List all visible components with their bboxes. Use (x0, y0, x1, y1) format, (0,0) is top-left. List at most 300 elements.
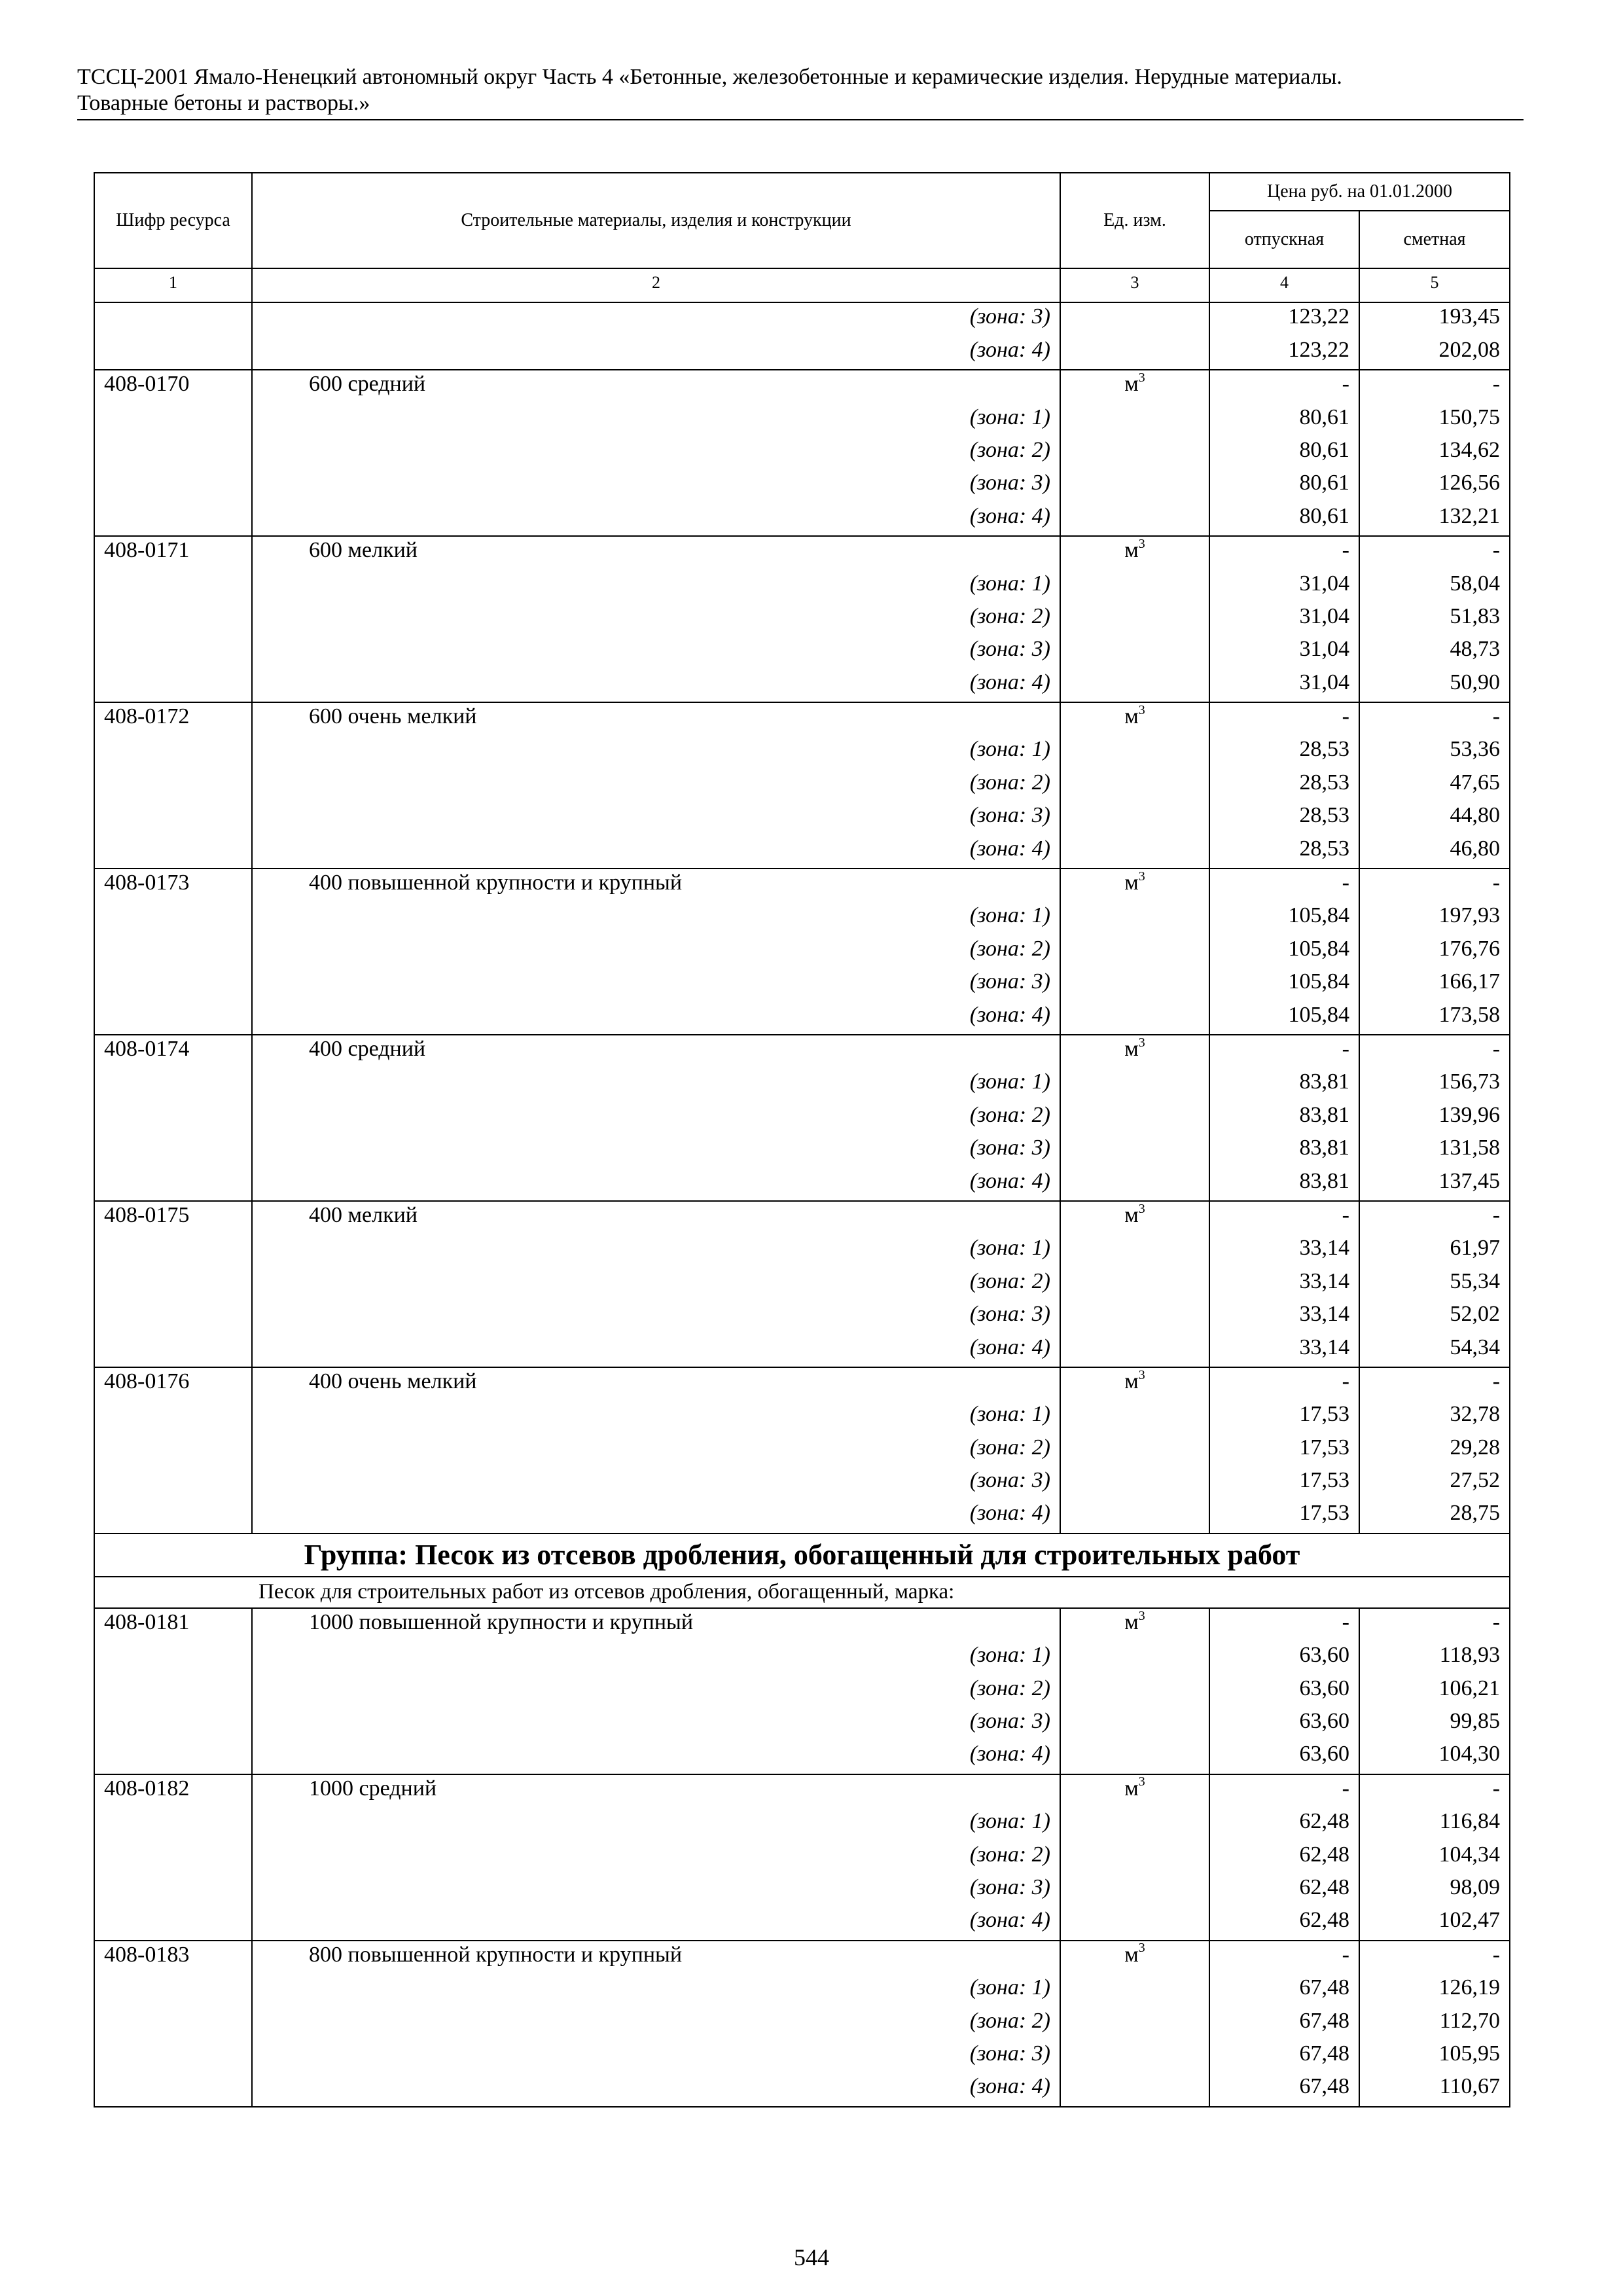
zone-label: (зона: 1) (252, 404, 1060, 437)
unit-cell (1060, 968, 1209, 1001)
zone-row (94, 636, 1510, 668)
code-cell (94, 802, 252, 834)
estimate-price: 99,85 (1359, 1708, 1510, 1740)
code-cell (94, 835, 252, 869)
release-price: - (1209, 536, 1359, 569)
unit-cell (1060, 1168, 1209, 1201)
group-title-row (94, 1534, 1510, 1577)
zone-row (94, 437, 1510, 469)
unit-cell (1060, 1941, 1209, 1974)
code-cell (94, 570, 252, 603)
code-cell (94, 404, 252, 437)
col-head-name: Строительные материалы, изделия и конструкции (252, 173, 1060, 268)
unit-exponent: 3 (1138, 370, 1145, 385)
estimate-price: 126,19 (1359, 1974, 1510, 2007)
unit-cell (1060, 2073, 1209, 2106)
unit-cell (1060, 935, 1209, 968)
code-cell (94, 1068, 252, 1101)
unit-cell (1060, 802, 1209, 834)
unit-exponent: 3 (1138, 1367, 1145, 1382)
estimate-price: 110,67 (1359, 2073, 1510, 2106)
estimate-price: 193,45 (1359, 302, 1510, 336)
col-head-release: отпускная (1209, 211, 1359, 268)
estimate-price: 44,80 (1359, 802, 1510, 834)
zone-row (94, 503, 1510, 536)
estimate-price: 176,76 (1359, 935, 1510, 968)
resource-code: 408-0173 (94, 869, 252, 902)
release-price: - (1209, 869, 1359, 902)
unit-cell (1060, 1001, 1209, 1035)
zone-label: (зона: 1) (252, 902, 1060, 935)
zone-label: (зона: 2) (252, 437, 1060, 469)
resource-name: 400 средний (252, 1035, 1060, 1068)
zone-label: (зона: 1) (252, 1808, 1060, 1840)
table-head (94, 173, 1510, 302)
resource-code: 408-0183 (94, 1941, 252, 1974)
estimate-price: 27,52 (1359, 1467, 1510, 1499)
unit-cell (1060, 1774, 1209, 1808)
estimate-price: - (1359, 370, 1510, 403)
zone-row (94, 1641, 1510, 1674)
zone-row (94, 2040, 1510, 2073)
zone-row (94, 469, 1510, 502)
unit-cell (1060, 769, 1209, 802)
release-price: 63,60 (1209, 1740, 1359, 1774)
estimate-price: 173,58 (1359, 1001, 1510, 1035)
release-price: 17,53 (1209, 1434, 1359, 1467)
zone-row (94, 1300, 1510, 1333)
unit-cell (1060, 1708, 1209, 1740)
zone-row (94, 1134, 1510, 1167)
release-price: 31,04 (1209, 603, 1359, 636)
release-price: 63,60 (1209, 1675, 1359, 1708)
release-price: - (1209, 1201, 1359, 1234)
zone-label: (зона: 3) (252, 1300, 1060, 1333)
code-cell (94, 636, 252, 668)
zone-label: (зона: 4) (252, 1001, 1060, 1035)
estimate-price: - (1359, 1941, 1510, 1974)
code-cell (94, 302, 252, 336)
resource-code: 408-0172 (94, 702, 252, 736)
estimate-price: 55,34 (1359, 1268, 1510, 1300)
release-price: 17,53 (1209, 1467, 1359, 1499)
code-cell (94, 437, 252, 469)
release-price: 62,48 (1209, 1874, 1359, 1907)
zone-label: (зона: 4) (252, 1499, 1060, 1533)
zone-label: (зона: 3) (252, 802, 1060, 834)
zone-row (94, 1740, 1510, 1774)
estimate-price: 32,78 (1359, 1401, 1510, 1433)
unit-cell (1060, 603, 1209, 636)
resource-row (94, 1035, 1510, 1068)
release-price: 67,48 (1209, 1974, 1359, 2007)
estimate-price: 202,08 (1359, 336, 1510, 370)
release-price: - (1209, 1941, 1359, 1974)
resource-name: 800 повышенной крупности и крупный (252, 1941, 1060, 1974)
release-price: 80,61 (1209, 503, 1359, 536)
zone-label: (зона: 2) (252, 1841, 1060, 1874)
code-cell (94, 1808, 252, 1840)
estimate-price: 102,47 (1359, 1907, 1510, 1940)
code-cell (94, 2073, 252, 2106)
release-price: 33,14 (1209, 1234, 1359, 1267)
resource-name: 400 повышенной крупности и крупный (252, 869, 1060, 902)
resource-code: 408-0170 (94, 370, 252, 403)
code-cell (94, 669, 252, 702)
unit-cell (1060, 302, 1209, 336)
unit-cell (1060, 1334, 1209, 1367)
estimate-price: 132,21 (1359, 503, 1510, 536)
release-price: 80,61 (1209, 437, 1359, 469)
release-price: 105,84 (1209, 1001, 1359, 1035)
resource-name: 400 мелкий (252, 1201, 1060, 1234)
estimate-price: 29,28 (1359, 1434, 1510, 1467)
estimate-price: - (1359, 1201, 1510, 1234)
estimate-price: 46,80 (1359, 835, 1510, 869)
unit-cell (1060, 1675, 1209, 1708)
zone-row (94, 1268, 1510, 1300)
col-number: 2 (252, 268, 1060, 302)
col-head-code: Шифр ресурса (94, 173, 252, 268)
unit-cell (1060, 2007, 1209, 2040)
zone-row (94, 336, 1510, 370)
estimate-price: 47,65 (1359, 769, 1510, 802)
unit-cell (1060, 536, 1209, 569)
unit-exponent: 3 (1138, 536, 1145, 551)
zone-row (94, 1467, 1510, 1499)
zone-label: (зона: 3) (252, 968, 1060, 1001)
zone-row (94, 1068, 1510, 1101)
release-price: 31,04 (1209, 669, 1359, 702)
zone-label: (зона: 2) (252, 935, 1060, 968)
release-price: 123,22 (1209, 336, 1359, 370)
col-head-price: Цена руб. на 01.01.2000 (1209, 173, 1510, 211)
resource-code: 408-0175 (94, 1201, 252, 1234)
zone-row (94, 1675, 1510, 1708)
zone-label: (зона: 4) (252, 835, 1060, 869)
release-price: 62,48 (1209, 1907, 1359, 1940)
zone-row (94, 1234, 1510, 1267)
zone-row (94, 1708, 1510, 1740)
zone-label: (зона: 1) (252, 1974, 1060, 2007)
unit-cell (1060, 1874, 1209, 1907)
estimate-price: 126,56 (1359, 469, 1510, 502)
estimate-price: 134,62 (1359, 437, 1510, 469)
estimate-price: - (1359, 1035, 1510, 1068)
zone-label: (зона: 3) (252, 469, 1060, 502)
unit-cell (1060, 437, 1209, 469)
estimate-price: - (1359, 702, 1510, 736)
release-price: 17,53 (1209, 1401, 1359, 1433)
release-price: 123,22 (1209, 302, 1359, 336)
zone-row (94, 1168, 1510, 1201)
zone-label: (зона: 1) (252, 736, 1060, 768)
estimate-price: 118,93 (1359, 1641, 1510, 1674)
estimate-price: 139,96 (1359, 1102, 1510, 1134)
zone-row (94, 570, 1510, 603)
code-cell (94, 1334, 252, 1367)
zone-row (94, 1334, 1510, 1367)
estimate-price: - (1359, 869, 1510, 902)
resource-row (94, 1608, 1510, 1641)
release-price: 62,48 (1209, 1841, 1359, 1874)
code-cell (94, 1641, 252, 1674)
zone-label: (зона: 3) (252, 1467, 1060, 1499)
unit-cell (1060, 1740, 1209, 1774)
code-cell (94, 1907, 252, 1940)
release-price: 31,04 (1209, 636, 1359, 668)
resource-name: 1000 средний (252, 1774, 1060, 1808)
estimate-price: 150,75 (1359, 404, 1510, 437)
estimate-price: 166,17 (1359, 968, 1510, 1001)
group-subtitle: Песок для строительных работ из отсевов дробления, обогащенный, марка: (94, 1577, 1510, 1608)
estimate-price: 137,45 (1359, 1168, 1510, 1201)
release-price: - (1209, 1367, 1359, 1401)
estimate-price: 197,93 (1359, 902, 1510, 935)
resource-code: 408-0176 (94, 1367, 252, 1401)
estimate-price: 104,34 (1359, 1841, 1510, 1874)
estimate-price: 131,58 (1359, 1134, 1510, 1167)
unit-exponent: 3 (1138, 869, 1145, 884)
release-price: 83,81 (1209, 1068, 1359, 1101)
unit-cell (1060, 1641, 1209, 1674)
col-number: 1 (94, 268, 252, 302)
resource-code: 408-0174 (94, 1035, 252, 1068)
unit-cell (1060, 1234, 1209, 1267)
zone-row (94, 1841, 1510, 1874)
zone-label: (зона: 2) (252, 1434, 1060, 1467)
zone-label: (зона: 3) (252, 302, 1060, 336)
zone-label: (зона: 3) (252, 2040, 1060, 2073)
unit-exponent: 3 (1138, 1941, 1145, 1956)
unit-cell (1060, 404, 1209, 437)
resource-row (94, 1774, 1510, 1808)
unit-exponent: 3 (1138, 1201, 1145, 1216)
unit-cell (1060, 1102, 1209, 1134)
unit-cell (1060, 1035, 1209, 1068)
zone-row (94, 935, 1510, 968)
unit-label: м (1124, 704, 1139, 729)
zone-label: (зона: 2) (252, 1675, 1060, 1708)
zone-row (94, 1001, 1510, 1035)
estimate-price: - (1359, 536, 1510, 569)
zone-row (94, 2073, 1510, 2106)
resource-code: 408-0181 (94, 1608, 252, 1641)
estimate-price: - (1359, 1774, 1510, 1808)
code-cell (94, 2040, 252, 2073)
estimate-price: 61,97 (1359, 1234, 1510, 1267)
release-price: - (1209, 1774, 1359, 1808)
resource-row (94, 869, 1510, 902)
header-line-1: ТССЦ-2001 Ямало-Ненецкий автономный округ Часть 4 «Бетонные, железобетонные и керамические изделия. Нерудные материалы. (77, 65, 1342, 89)
col-number: 5 (1359, 268, 1510, 302)
zone-label: (зона: 2) (252, 2007, 1060, 2040)
zone-label: (зона: 1) (252, 1068, 1060, 1101)
code-cell (94, 1134, 252, 1167)
unit-cell (1060, 1974, 1209, 2007)
unit-label: м (1124, 538, 1139, 563)
zone-label: (зона: 4) (252, 1334, 1060, 1367)
unit-label: м (1124, 372, 1139, 397)
resource-row (94, 1367, 1510, 1401)
unit-exponent: 3 (1138, 702, 1145, 717)
estimate-price: 50,90 (1359, 669, 1510, 702)
release-price: 67,48 (1209, 2073, 1359, 2106)
estimate-price: 48,73 (1359, 636, 1510, 668)
estimate-price: 105,95 (1359, 2040, 1510, 2073)
release-price: 63,60 (1209, 1708, 1359, 1740)
page-number: 544 (794, 2244, 829, 2270)
col-head-estimate: сметная (1359, 211, 1510, 268)
unit-cell (1060, 1907, 1209, 1940)
estimate-price: 98,09 (1359, 1874, 1510, 1907)
group-subtitle-row (94, 1577, 1510, 1608)
zone-label: (зона: 1) (252, 570, 1060, 603)
code-cell (94, 902, 252, 935)
zone-label: (зона: 3) (252, 1134, 1060, 1167)
unit-cell (1060, 2040, 1209, 2073)
zone-label: (зона: 2) (252, 1268, 1060, 1300)
zone-label: (зона: 2) (252, 1102, 1060, 1134)
estimate-price: 51,83 (1359, 603, 1510, 636)
zone-row (94, 1434, 1510, 1467)
unit-cell (1060, 570, 1209, 603)
zone-row (94, 1499, 1510, 1533)
code-cell (94, 603, 252, 636)
unit-cell (1060, 702, 1209, 736)
release-price: 83,81 (1209, 1134, 1359, 1167)
code-cell (94, 469, 252, 502)
release-price: 67,48 (1209, 2007, 1359, 2040)
release-price: - (1209, 702, 1359, 736)
unit-exponent: 3 (1138, 1035, 1145, 1050)
zone-label: (зона: 3) (252, 1874, 1060, 1907)
zone-row (94, 1874, 1510, 1907)
resource-row (94, 1201, 1510, 1234)
unit-cell (1060, 336, 1209, 370)
unit-cell (1060, 669, 1209, 702)
release-price: 28,53 (1209, 802, 1359, 834)
zone-label: (зона: 4) (252, 1168, 1060, 1201)
zone-row (94, 302, 1510, 336)
resource-code: 408-0182 (94, 1774, 252, 1808)
zone-label: (зона: 4) (252, 2073, 1060, 2106)
release-price: 33,14 (1209, 1334, 1359, 1367)
resource-row (94, 1941, 1510, 1974)
unit-label: м (1124, 1369, 1139, 1393)
unit-cell (1060, 1268, 1209, 1300)
code-cell (94, 968, 252, 1001)
zone-row (94, 669, 1510, 702)
unit-label: м (1124, 1609, 1139, 1634)
release-price: - (1209, 1035, 1359, 1068)
unit-label: м (1124, 1036, 1139, 1061)
resource-name: 600 очень мелкий (252, 702, 1060, 736)
unit-cell (1060, 636, 1209, 668)
zone-label: (зона: 4) (252, 669, 1060, 702)
code-cell (94, 935, 252, 968)
resource-name: 600 средний (252, 370, 1060, 403)
release-price: 28,53 (1209, 835, 1359, 869)
code-cell (94, 1675, 252, 1708)
release-price: 31,04 (1209, 570, 1359, 603)
unit-cell (1060, 1808, 1209, 1840)
zone-row (94, 835, 1510, 869)
unit-exponent: 3 (1138, 1774, 1145, 1789)
column-number-row (94, 268, 1510, 302)
resource-name: 600 мелкий (252, 536, 1060, 569)
unit-cell (1060, 835, 1209, 869)
zone-label: (зона: 1) (252, 1641, 1060, 1674)
unit-cell (1060, 469, 1209, 502)
zone-row (94, 736, 1510, 768)
zone-row (94, 1974, 1510, 2007)
zone-row (94, 902, 1510, 935)
code-cell (94, 336, 252, 370)
release-price: 28,53 (1209, 769, 1359, 802)
release-price: 83,81 (1209, 1102, 1359, 1134)
release-price: 105,84 (1209, 902, 1359, 935)
code-cell (94, 503, 252, 536)
zone-label: (зона: 2) (252, 769, 1060, 802)
zone-label: (зона: 1) (252, 1401, 1060, 1433)
zone-label: (зона: 3) (252, 1708, 1060, 1740)
zone-label: (зона: 4) (252, 503, 1060, 536)
unit-label: м (1124, 1202, 1139, 1227)
code-cell (94, 1740, 252, 1774)
resource-name: 400 очень мелкий (252, 1367, 1060, 1401)
zone-label: (зона: 2) (252, 603, 1060, 636)
price-table (94, 172, 1510, 2108)
code-cell (94, 1268, 252, 1300)
estimate-price: 54,34 (1359, 1334, 1510, 1367)
estimate-price: 156,73 (1359, 1068, 1510, 1101)
zone-label: (зона: 4) (252, 1907, 1060, 1940)
zone-label: (зона: 3) (252, 636, 1060, 668)
zone-label: (зона: 4) (252, 336, 1060, 370)
unit-label: м (1124, 1942, 1139, 1967)
estimate-price: 112,70 (1359, 2007, 1510, 2040)
release-price: 105,84 (1209, 935, 1359, 968)
code-cell (94, 1499, 252, 1533)
zone-row (94, 603, 1510, 636)
code-cell (94, 1841, 252, 1874)
zone-row (94, 2007, 1510, 2040)
unit-exponent: 3 (1138, 1608, 1145, 1623)
estimate-price: 53,36 (1359, 736, 1510, 768)
unit-cell (1060, 1134, 1209, 1167)
unit-cell (1060, 1608, 1209, 1641)
zone-row (94, 1102, 1510, 1134)
page-header (77, 64, 1524, 120)
estimate-price: 52,02 (1359, 1300, 1510, 1333)
zone-row (94, 1401, 1510, 1433)
code-cell (94, 1434, 252, 1467)
unit-cell (1060, 370, 1209, 403)
code-cell (94, 769, 252, 802)
zone-row (94, 802, 1510, 834)
code-cell (94, 1401, 252, 1433)
zone-label: (зона: 4) (252, 1740, 1060, 1774)
code-cell (94, 1102, 252, 1134)
estimate-price: 106,21 (1359, 1675, 1510, 1708)
col-number: 4 (1209, 268, 1359, 302)
estimate-price: 58,04 (1359, 570, 1510, 603)
unit-cell (1060, 1068, 1209, 1101)
release-price: 63,60 (1209, 1641, 1359, 1674)
estimate-price: - (1359, 1367, 1510, 1401)
code-cell (94, 1001, 252, 1035)
